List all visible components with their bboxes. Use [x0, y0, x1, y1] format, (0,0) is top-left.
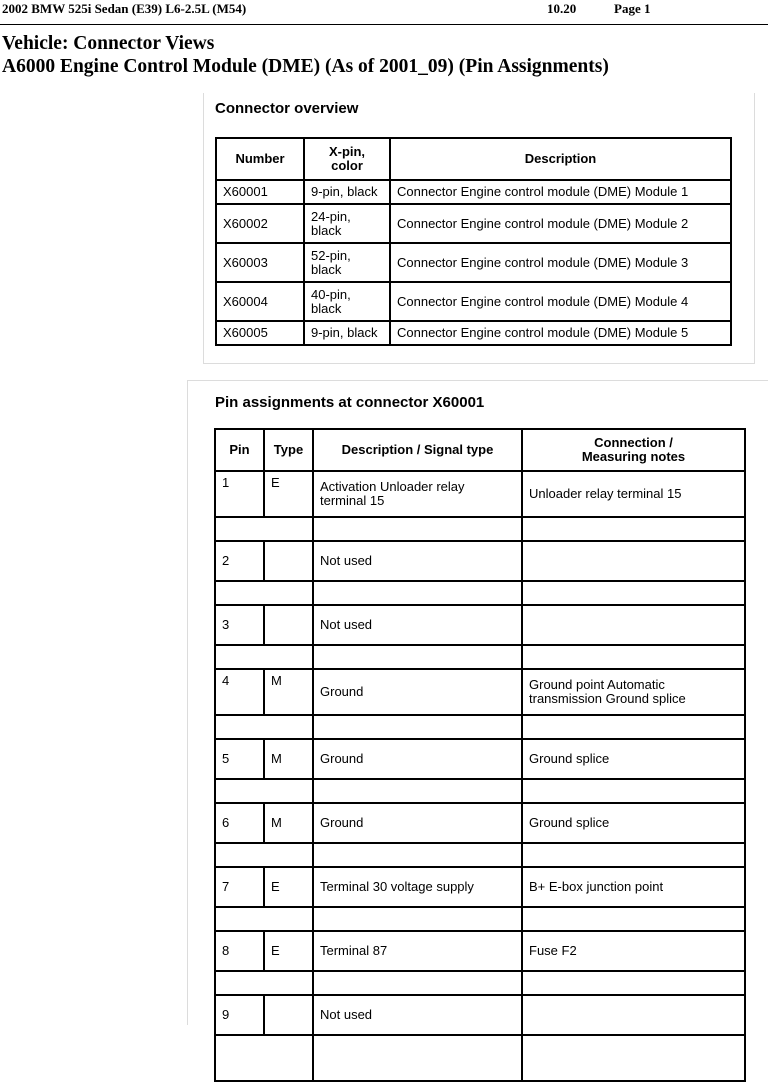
connector-pins: 52-pin, black: [304, 243, 390, 282]
spacer-cell-connection: [522, 843, 745, 867]
table-row: [215, 931, 745, 971]
table-row: [216, 243, 731, 282]
table-header-row: [216, 138, 731, 180]
table-row: [215, 669, 745, 715]
header-page-number: Page 1: [614, 1, 651, 16]
connector-pins: 40-pin, black: [304, 282, 390, 321]
pin-number: 9: [215, 995, 264, 1035]
spacer-cell-pin-type: [215, 907, 313, 931]
column-header-description: Description / Signal type: [313, 429, 522, 471]
table-row: [216, 180, 731, 204]
connector-overview-heading: Connector overview: [215, 100, 359, 117]
connector-overview-table: [215, 137, 732, 346]
spacer-row: [215, 581, 745, 605]
connector-pins: 9-pin, black: [304, 180, 390, 204]
spacer-cell-pin-type: [215, 517, 313, 541]
table-row: [215, 605, 745, 645]
spacer-cell-description: [313, 907, 522, 931]
table-row: [215, 803, 745, 843]
header-divider: [0, 24, 768, 25]
connector-number: X60004: [216, 282, 304, 321]
pin-type: [264, 541, 313, 581]
spacer-cell-pin-type: [215, 843, 313, 867]
pin-type: M: [264, 669, 313, 715]
table-header-row: [215, 429, 745, 471]
pin-type: E: [264, 867, 313, 907]
spacer-row: [215, 971, 745, 995]
page-title: Vehicle: Connector Views: [2, 33, 215, 54]
spacer-cell-connection: [522, 581, 745, 605]
connector-description: Connector Engine control module (DME) Module 3: [390, 243, 731, 282]
pin-description: Not used: [313, 995, 522, 1035]
connector-number: X60001: [216, 180, 304, 204]
table-row: [215, 995, 745, 1035]
pin-connection: Ground point Automatic transmission Ground splice: [522, 669, 745, 715]
pin-number: 3: [215, 605, 264, 645]
header-vehicle: 2002 BMW 525i Sedan (E39) L6-2.5L (M54): [2, 1, 247, 16]
connector-description: Connector Engine control module (DME) Module 4: [390, 282, 731, 321]
spacer-cell-description: [313, 843, 522, 867]
table-row: [215, 471, 745, 517]
pin-connection: [522, 541, 745, 581]
pin-description: Terminal 30 voltage supply: [313, 867, 522, 907]
spacer-row: [215, 517, 745, 541]
pin-description: Ground: [313, 803, 522, 843]
connector-description: Connector Engine control module (DME) Module 1: [390, 180, 731, 204]
pin-number: 8: [215, 931, 264, 971]
pin-type: E: [264, 931, 313, 971]
spacer-cell-connection: [522, 971, 745, 995]
pin-description: Activation Unloader relay terminal 15: [313, 471, 522, 517]
pin-assignments-heading: Pin assignments at connector X60001: [215, 394, 485, 411]
pin-description: Not used: [313, 541, 522, 581]
spacer-cell-connection: [522, 779, 745, 803]
pin-type: [264, 995, 313, 1035]
connector-pins: 24-pin, black: [304, 204, 390, 243]
column-header-xpin: X-pin, color: [304, 138, 390, 180]
spacer-cell-pin-type: [215, 971, 313, 995]
spacer-cell-description: [313, 715, 522, 739]
spacer-row: [215, 907, 745, 931]
spacer-cell-description: [313, 1035, 522, 1081]
spacer-cell-pin-type: [215, 1035, 313, 1081]
pin-type: M: [264, 739, 313, 779]
spacer-cell-description: [313, 779, 522, 803]
pin-number: 6: [215, 803, 264, 843]
spacer-cell-pin-type: [215, 645, 313, 669]
table-row: [215, 867, 745, 907]
spacer-cell-connection: [522, 517, 745, 541]
pin-connection: Unloader relay terminal 15: [522, 471, 745, 517]
pin-connection: [522, 995, 745, 1035]
pin-description: Terminal 87: [313, 931, 522, 971]
column-header-number: Number: [216, 138, 304, 180]
column-header-type: Type: [264, 429, 313, 471]
pin-number: 7: [215, 867, 264, 907]
connector-number: X60003: [216, 243, 304, 282]
table-row: [216, 204, 731, 243]
pin-number: 2: [215, 541, 264, 581]
spacer-cell-connection: [522, 645, 745, 669]
pin-description: Ground: [313, 669, 522, 715]
spacer-cell-description: [313, 581, 522, 605]
pin-assignments-table: [214, 428, 746, 1082]
pin-connection: [522, 605, 745, 645]
table-row: [215, 739, 745, 779]
table-row: [215, 541, 745, 581]
table-row: [216, 321, 731, 345]
page-subtitle: A6000 Engine Control Module (DME) (As of 2001_09) (Pin Assignments): [2, 56, 609, 77]
spacer-row: [215, 645, 745, 669]
pin-number: 5: [215, 739, 264, 779]
spacer-cell-description: [313, 645, 522, 669]
header-version: 10.20: [547, 1, 577, 16]
spacer-row: [215, 1035, 745, 1081]
spacer-cell-connection: [522, 907, 745, 931]
pin-connection: Ground splice: [522, 739, 745, 779]
spacer-cell-pin-type: [215, 581, 313, 605]
pin-type: E: [264, 471, 313, 517]
table-row: [216, 282, 731, 321]
pin-description: Ground: [313, 739, 522, 779]
pin-number: 4: [215, 669, 264, 715]
spacer-cell-description: [313, 971, 522, 995]
column-header-pin: Pin: [215, 429, 264, 471]
connector-number: X60002: [216, 204, 304, 243]
connector-number: X60005: [216, 321, 304, 345]
column-header-description: Description: [390, 138, 731, 180]
connector-description: Connector Engine control module (DME) Module 2: [390, 204, 731, 243]
spacer-cell-pin-type: [215, 779, 313, 803]
pin-connection: B+ E-box junction point: [522, 867, 745, 907]
connector-pins: 9-pin, black: [304, 321, 390, 345]
column-header-connection: Connection / Measuring notes: [522, 429, 745, 471]
pin-type: M: [264, 803, 313, 843]
spacer-cell-description: [313, 517, 522, 541]
spacer-cell-connection: [522, 1035, 745, 1081]
spacer-row: [215, 843, 745, 867]
pin-type: [264, 605, 313, 645]
spacer-cell-connection: [522, 715, 745, 739]
pin-description: Not used: [313, 605, 522, 645]
pin-connection: Ground splice: [522, 803, 745, 843]
spacer-cell-pin-type: [215, 715, 313, 739]
connector-description: Connector Engine control module (DME) Module 5: [390, 321, 731, 345]
spacer-row: [215, 715, 745, 739]
spacer-row: [215, 779, 745, 803]
pin-connection: Fuse F2: [522, 931, 745, 971]
pin-number: 1: [215, 471, 264, 517]
